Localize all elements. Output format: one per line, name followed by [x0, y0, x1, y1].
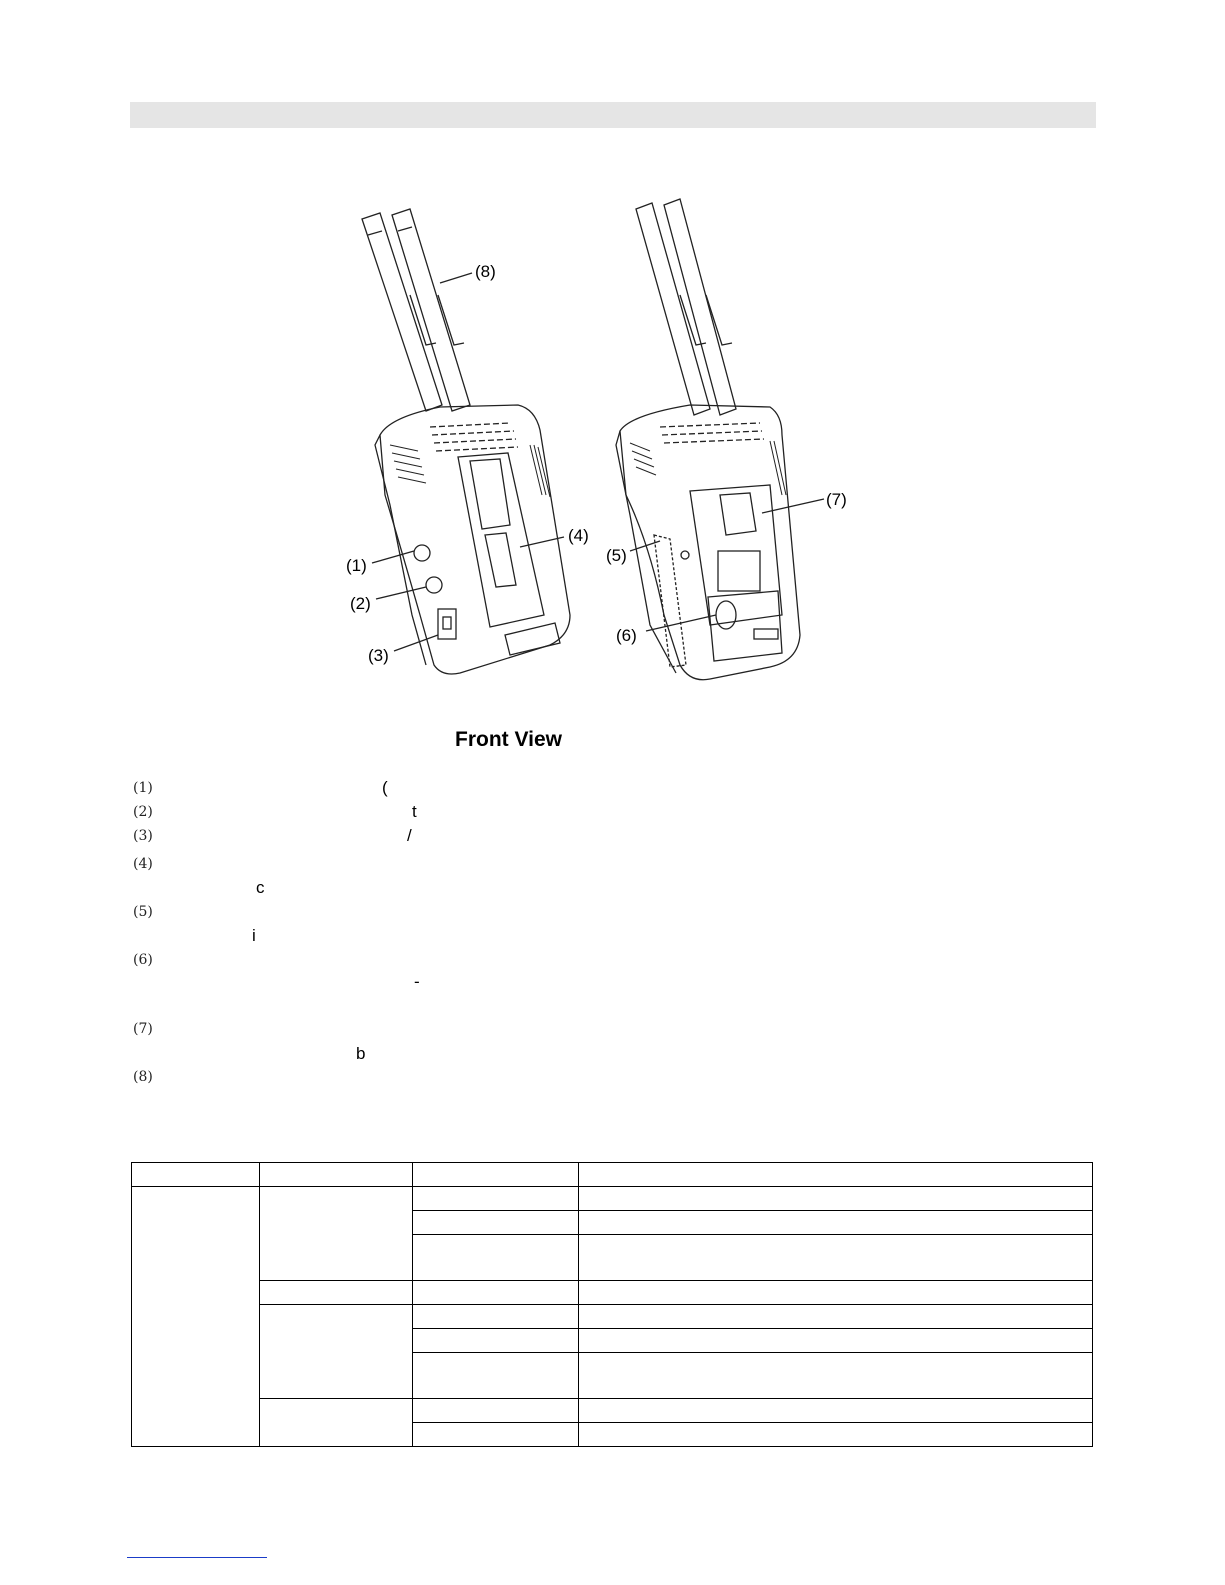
- table-cell: [413, 1235, 579, 1281]
- table-header-cell: [132, 1163, 260, 1187]
- spec-table: [131, 1162, 1093, 1447]
- svg-text:(6): (6): [616, 626, 637, 645]
- table-cell: [413, 1353, 579, 1399]
- table-cell: [132, 1187, 260, 1447]
- table-row: [132, 1399, 1093, 1423]
- table-cell: [579, 1187, 1093, 1211]
- table-row: [132, 1305, 1093, 1329]
- table-cell: [413, 1281, 579, 1305]
- table-cell: [579, 1329, 1093, 1353]
- table-row: [132, 1187, 1093, 1211]
- table-cell: [413, 1399, 579, 1423]
- list-number-4: (4): [133, 856, 153, 872]
- table-cell: [260, 1187, 413, 1281]
- table-row: [132, 1163, 1093, 1187]
- table-cell: [579, 1305, 1093, 1329]
- table-cell: [413, 1211, 579, 1235]
- list-fragment: t: [412, 802, 417, 821]
- list-fragment: (: [382, 778, 388, 797]
- svg-text:(5): (5): [606, 546, 627, 565]
- footer-link-underline: [127, 1557, 267, 1558]
- table-cell: [413, 1329, 579, 1353]
- section-header-band: [130, 102, 1096, 128]
- svg-text:(2): (2): [350, 594, 371, 613]
- table-cell: [413, 1187, 579, 1211]
- list-number-7: (7): [133, 1021, 153, 1037]
- table-cell: [260, 1281, 413, 1305]
- list-fragment: -: [414, 972, 420, 991]
- list-number-8: (8): [133, 1069, 153, 1085]
- svg-text:(4): (4): [568, 526, 589, 545]
- device-drawing: [330, 195, 890, 705]
- list-number-5: (5): [133, 904, 153, 920]
- svg-text:(1): (1): [346, 556, 367, 575]
- list-number-6: (6): [133, 952, 153, 968]
- list-number-3: (3): [133, 828, 153, 844]
- table-cell: [413, 1423, 579, 1447]
- svg-text:(8): (8): [475, 262, 496, 281]
- table-cell: [579, 1281, 1093, 1305]
- device-illustration: [330, 195, 890, 705]
- table-cell: [579, 1399, 1093, 1423]
- table-cell: [413, 1305, 579, 1329]
- table-cell: [579, 1423, 1093, 1447]
- table-row: [132, 1281, 1093, 1305]
- figure-caption: Front View: [455, 728, 562, 751]
- list-fragment: i: [252, 926, 256, 945]
- svg-text:(3): (3): [368, 646, 389, 665]
- table-cell: [260, 1399, 413, 1447]
- list-fragment: /: [407, 826, 412, 845]
- list-number-2: (2): [133, 804, 153, 820]
- list-fragment: c: [256, 878, 265, 897]
- table-header-cell: [579, 1163, 1093, 1187]
- list-fragment: b: [356, 1044, 366, 1063]
- table-header-cell: [260, 1163, 413, 1187]
- left-device: [346, 209, 589, 674]
- svg-text:(7): (7): [826, 490, 847, 509]
- table-cell: [579, 1353, 1093, 1399]
- table-cell: [579, 1211, 1093, 1235]
- list-number-1: (1): [133, 780, 153, 796]
- table-cell: [579, 1235, 1093, 1281]
- table-header-cell: [413, 1163, 579, 1187]
- right-device: [606, 199, 847, 680]
- table-cell: [260, 1305, 413, 1399]
